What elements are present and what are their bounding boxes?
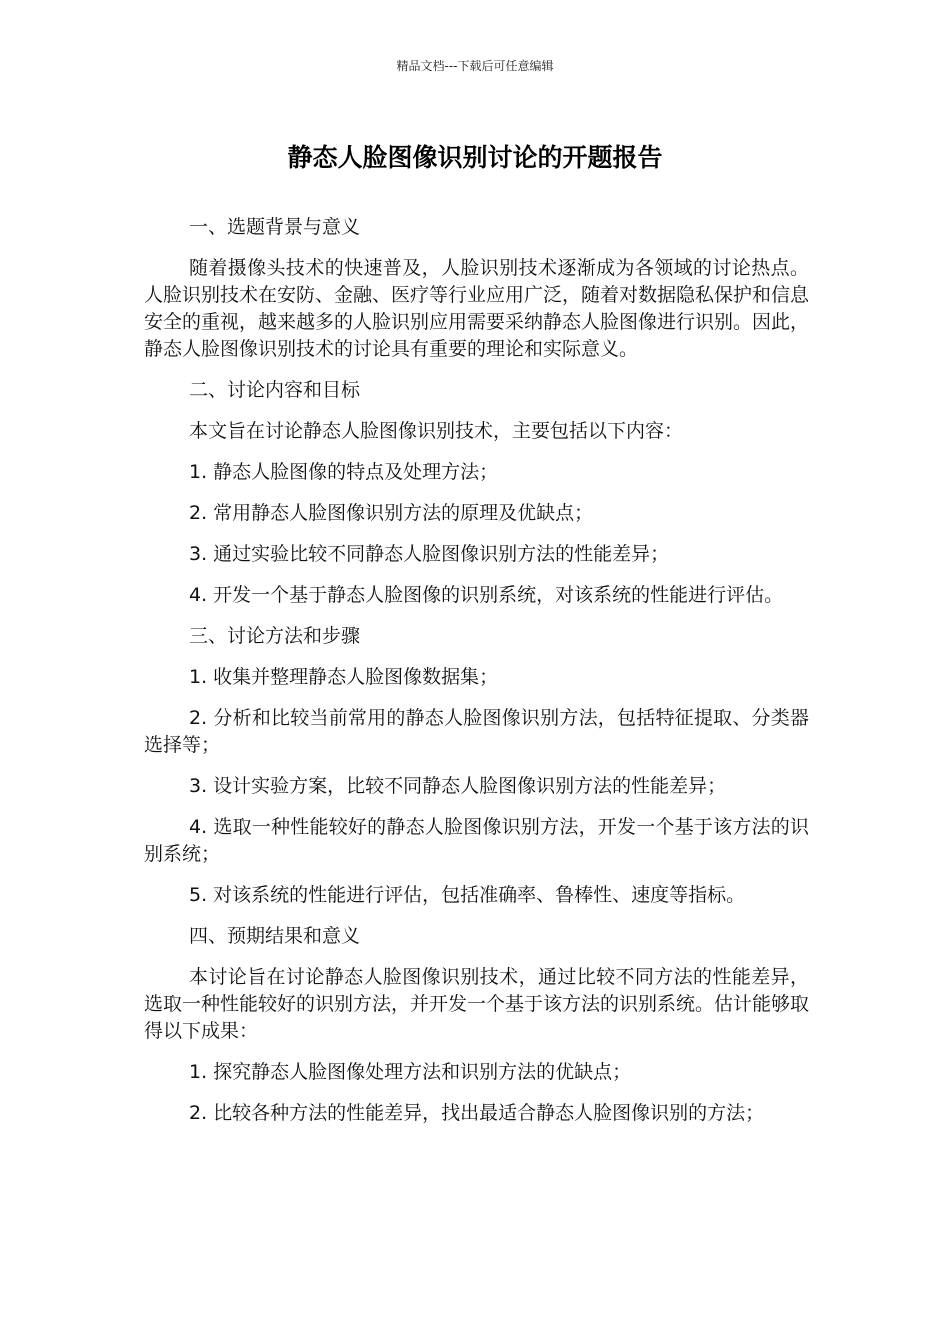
list-item: 3. 通过实验比较不同静态人脸图像识别方法的性能差异； [189, 543, 670, 565]
section-heading-results: 四、预期结果和意义 [189, 925, 361, 947]
list-item: 1. 探究静态人脸图像处理方法和识别方法的优缺点； [189, 1061, 632, 1083]
paragraph-results-intro: 本讨论旨在讨论静态人脸图像识别技术，通过比较不同方法的性能差异，选取一种性能较好的识别方法，并开发一个基于该方法的识别系统。估计能够取得以下成果： [144, 966, 810, 1042]
list-item: 3. 设计实验方案，比较不同静态人脸图像识别方法的性能差异； [189, 775, 727, 797]
list-item: 4. 开发一个基于静态人脸图像的识别系统，对该系统的性能进行评估。 [189, 584, 784, 606]
list-item: 2. 比较各种方法的性能差异，找出最适合静态人脸图像识别的方法； [189, 1102, 765, 1124]
paragraph-content-intro: 本文旨在讨论静态人脸图像识别技术，主要包括以下内容： [189, 420, 684, 442]
document-title: 静态人脸图像识别讨论的开题报告 [287, 143, 663, 172]
list-item: 2. 分析和比较当前常用的静态人脸图像识别方法，包括特征提取、分类器选择等； [144, 707, 809, 756]
document-body [144, 214, 809, 1141]
paragraph-background: 随着摄像头技术的快速普及，人脸识别技术逐渐成为各领域的讨论热点。人脸识别技术在安防、金融、医疗等行业应用广泛，随着对数据隐私保护和信息安全的重视，越来越多的人脸识别应用需要采纳静态人脸图像进行识别。因此，静态人脸图像识别技术的讨论具有重要的理论和实际意义。 [144, 257, 810, 360]
list-item: 4. 选取一种性能较好的静态人脸图像识别方法，开发一个基于该方法的识别系统； [144, 816, 809, 865]
list-item: 2. 常用静态人脸图像识别方法的原理及优缺点； [189, 502, 594, 524]
list-item: 1. 收集并整理静态人脸图像数据集； [189, 666, 499, 688]
section-heading-background: 一、选题背景与意义 [189, 216, 361, 238]
section-heading-content: 二、讨论内容和目标 [189, 379, 361, 401]
list-item: 1. 静态人脸图像的特点及处理方法； [189, 461, 499, 483]
page-header-watermark: 精品文档---下载后可任意编辑 [396, 59, 554, 73]
section-heading-methods: 三、讨论方法和步骤 [189, 625, 361, 647]
list-item: 5. 对该系统的性能进行评估，包括准确率、鲁棒性、速度等指标。 [189, 884, 746, 906]
